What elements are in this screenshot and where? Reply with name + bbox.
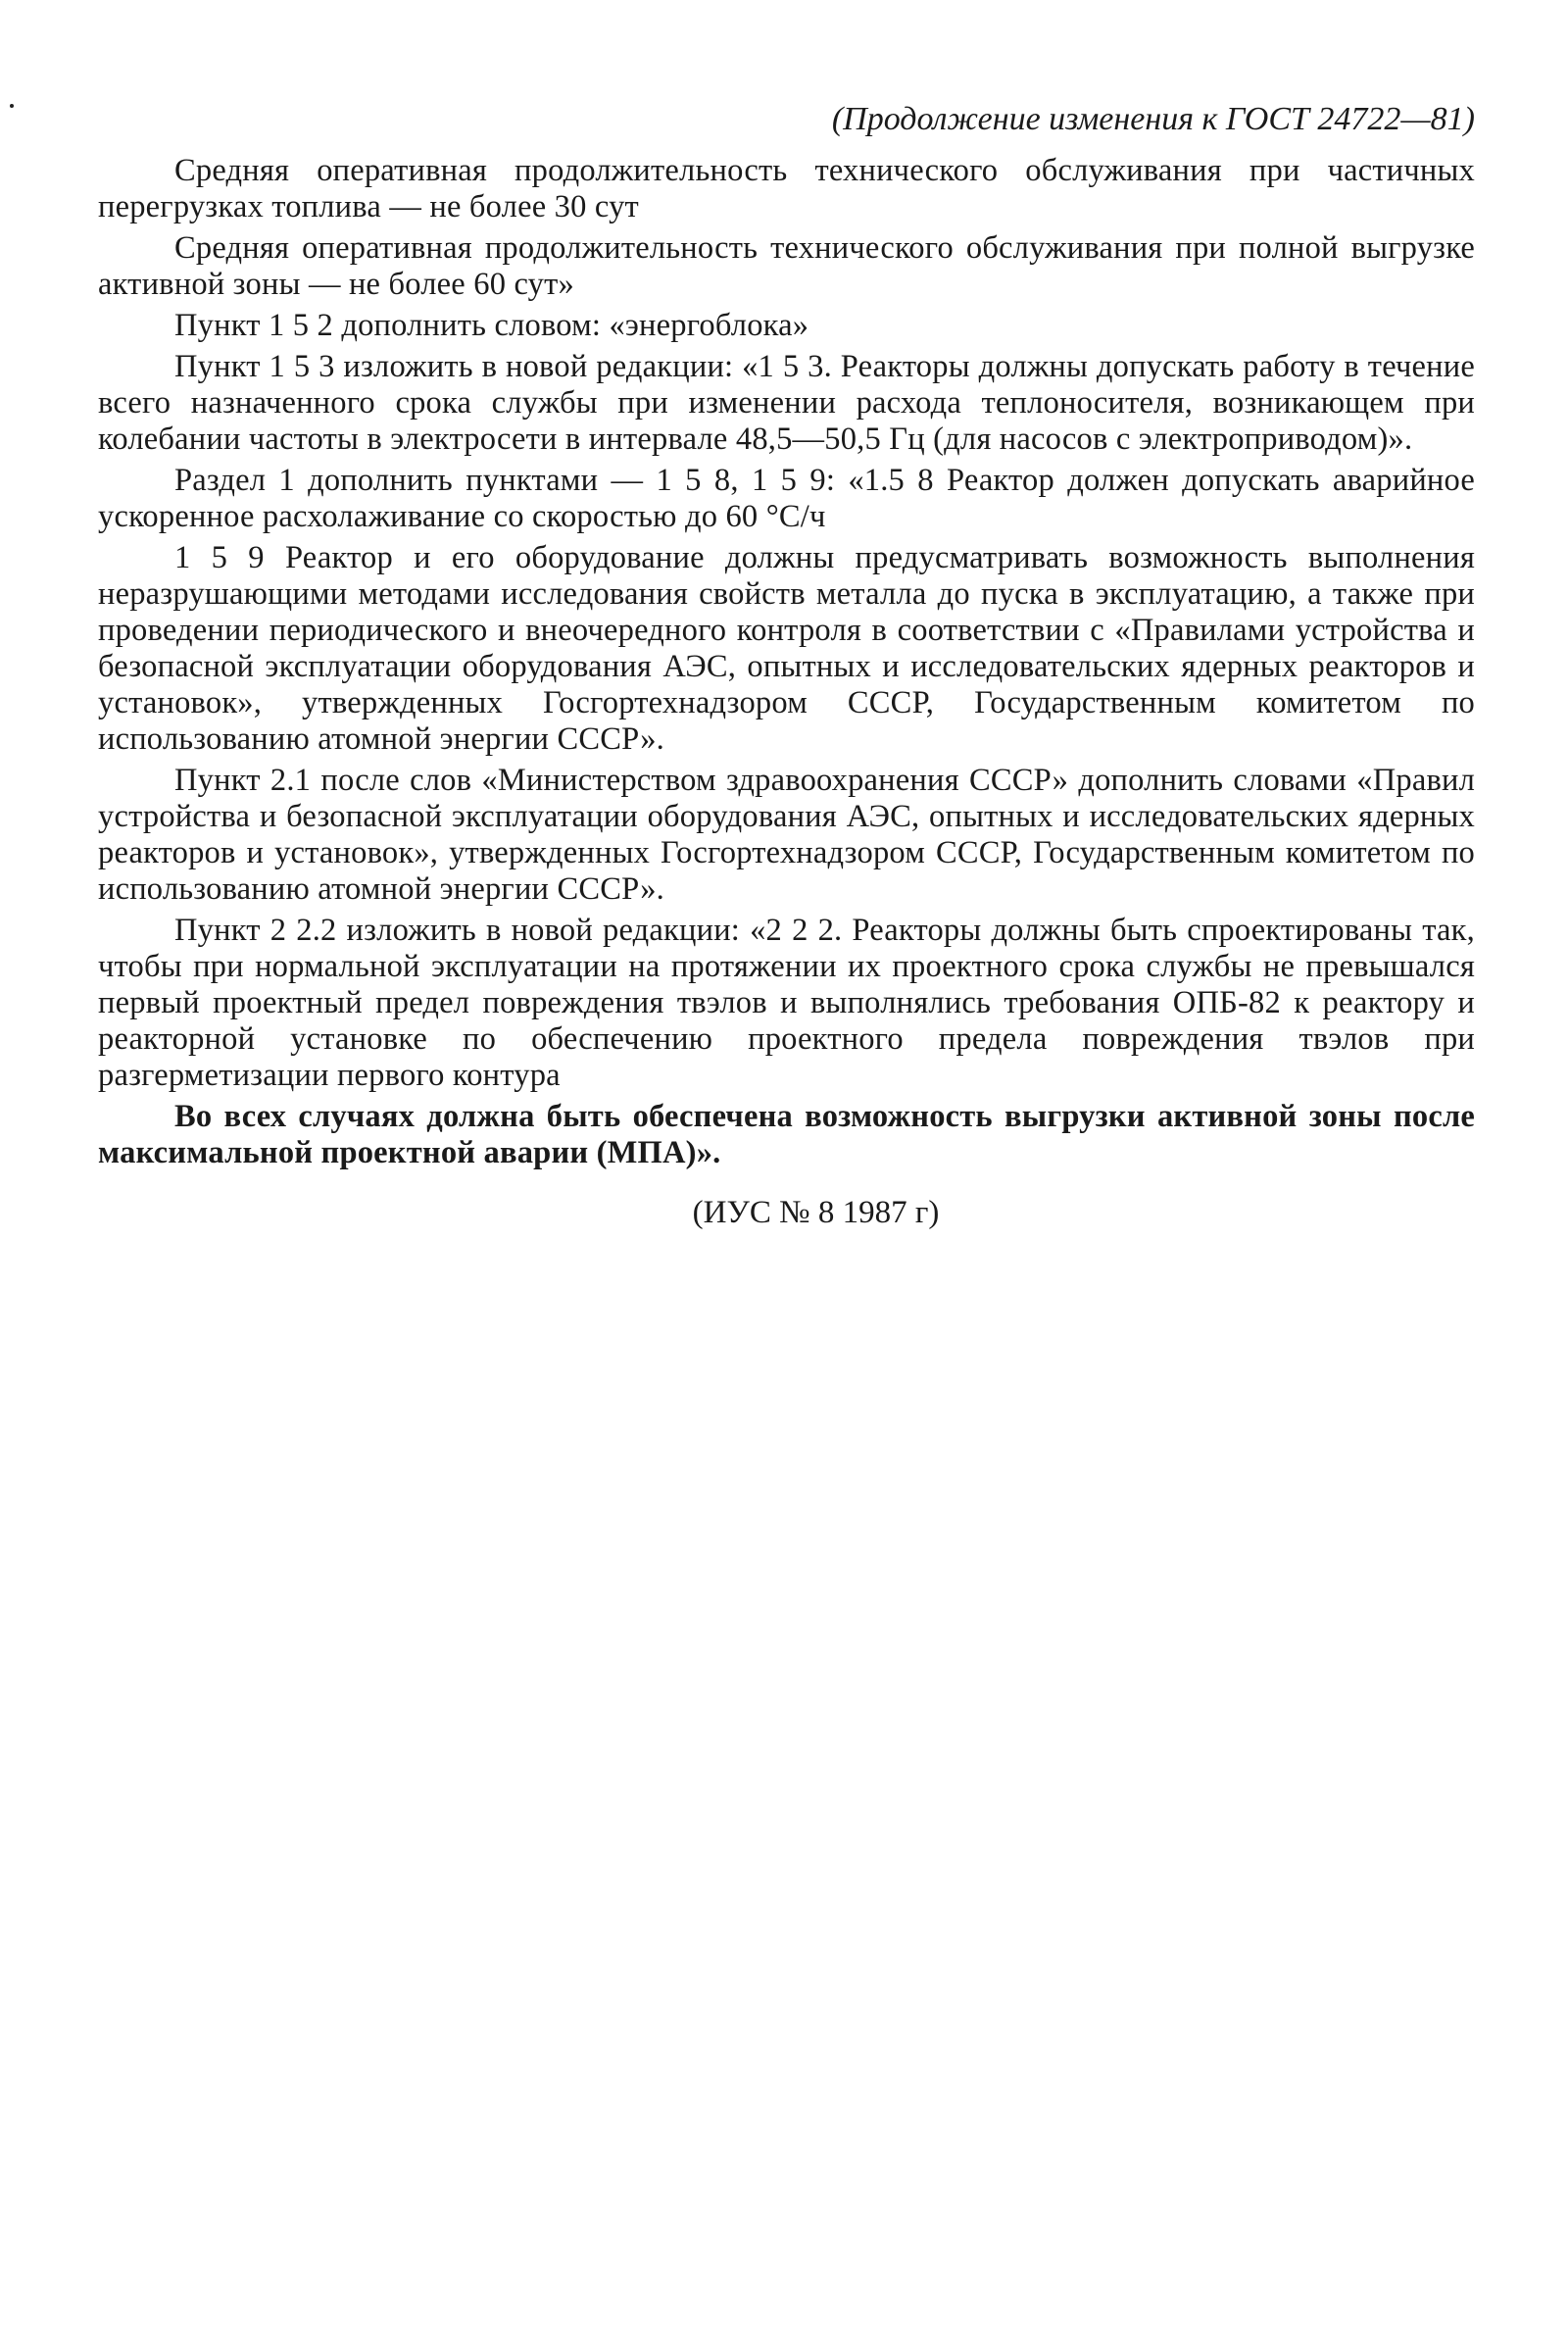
paragraph-item-1-5-3: Пункт 1 5 3 изложить в новой редакции: «1 5 3. Реакторы должны допускать работу в течение всего назначенного срока службы при изменении расхода теплоносителя, возникающем при колебании частоты в электросети в интервале 48,5—50,5 Гц (для насосов с электроприводом)».	[98, 349, 1475, 457]
document-page	[98, 98, 1475, 1232]
paragraph-core-unload-requirement: Во всех случаях должна быть обеспечена возможность выгрузки активной зоны после максимальной проектной аварии (МПА)».	[98, 1099, 1475, 1170]
paragraph-partial-reload-duration: Средняя оперативная продолжительность технического обслуживания при частичных перегрузках топлива — не более 30 сут	[98, 153, 1475, 224]
paragraph-item-2-1: Пункт 2.1 после слов «Министерством здравоохранения СССР» дополнить словами «Правил устройства и безопасной эксплуатации оборудования АЭС, опытных и исследовательских ядерных реакторов и установок», утвержденных Госгортехнадзором СССР, Государственным комитетом по использованию атомной энергии СССР».	[98, 763, 1475, 907]
paragraph-full-unload-duration: Средняя оперативная продолжительность технического обслуживания при полной выгрузке активной зоны — не более 60 сут»	[98, 230, 1475, 302]
paragraph-item-1-5-2: Пункт 1 5 2 дополнить словом: «энергоблока»	[174, 308, 809, 343]
continuation-header: (Продолжение изменения к ГОСТ 24722—81)	[831, 101, 1475, 137]
paragraph-item-2-2-2: Пункт 2 2.2 изложить в новой редакции: «2 2 2. Реакторы должны быть спроектированы так, чтобы при нормальной эксплуатации на протяжении их проектного срока службы не превышался первый проектный предел повреждения твэлов и выполнялись требования ОПБ-82 к реактору и реакторной установке по обеспечению проектного предела повреждения твэлов при разгерметизации первого контура	[98, 913, 1475, 1093]
ius-reference: (ИУС № 8 1987 г)	[692, 1195, 940, 1230]
paragraph-item-1-5-9: 1 5 9 Реактор и его оборудование должны предусматривать возможность выполнения неразрушающими методами исследования свойств металла до пуска в эксплуатацию, а также при проведении периодического и внеочередного контроля в соответствии с «Правилами устройства и безопасной эксплуатации оборудования АЭС, опытных и исследовательских ядерных реакторов и установок», утвержденных Госгортехнадзором СССР, Государственным комитетом по использованию атомной энергии СССР».	[98, 540, 1475, 757]
paragraph-section-1-additions: Раздел 1 дополнить пунктами — 1 5 8, 1 5 9: «1.5 8 Реактор должен допускать аварийное ускоренное расхолаживание со скоростью до 60 °С/ч	[98, 463, 1475, 534]
scan-artifact-dot	[10, 104, 14, 108]
